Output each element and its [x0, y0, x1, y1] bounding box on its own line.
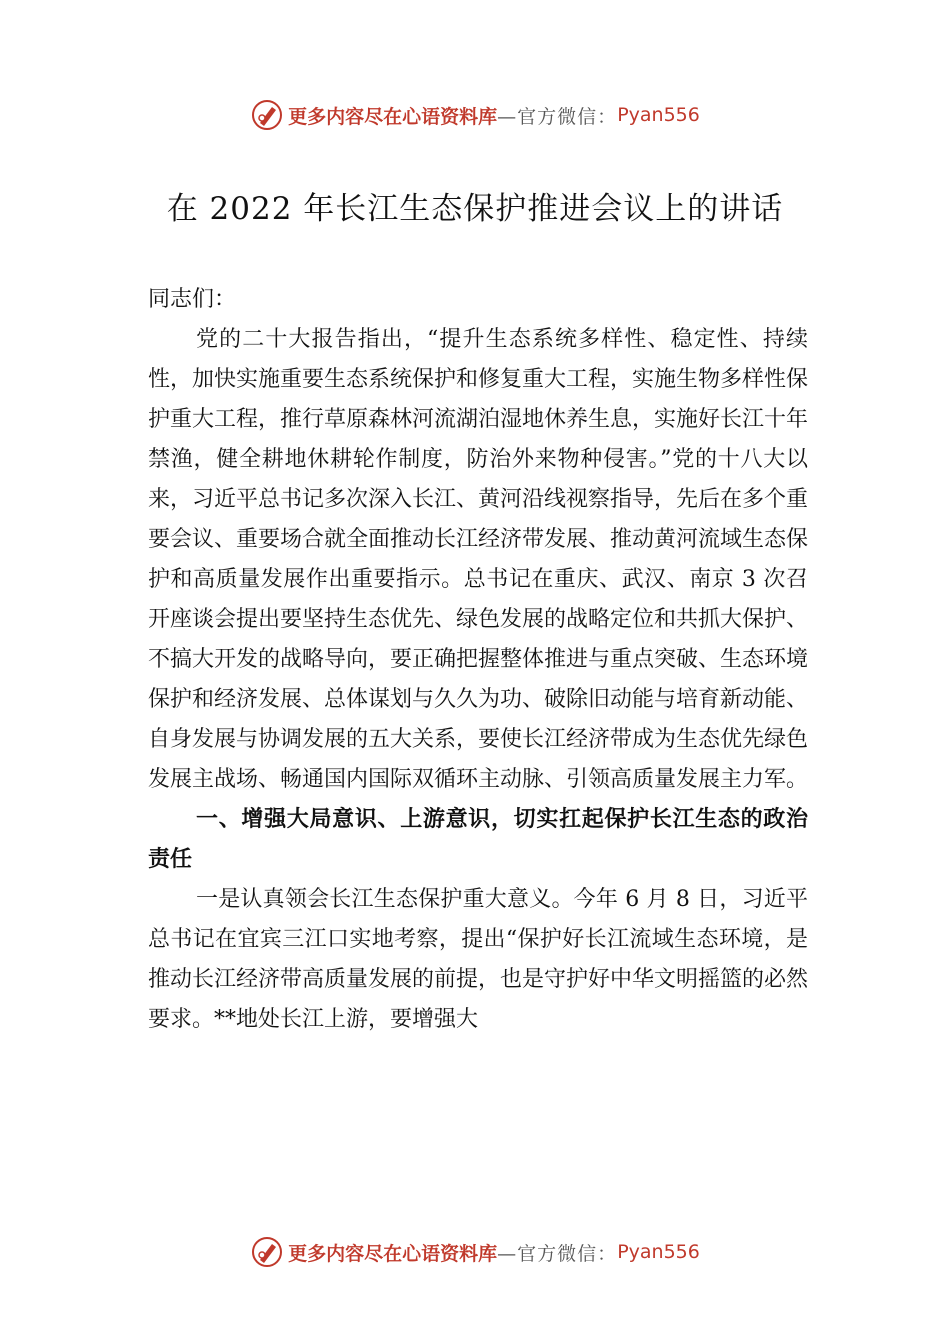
wechat-id: Pyan556 — [617, 1241, 700, 1263]
library-text: 更多内容尽在心语资料库 — [288, 1242, 498, 1265]
document-title: 在 2022 年长江生态保护推进会议上的讲话 — [166, 191, 784, 227]
footer-banner — [0, 1232, 950, 1272]
wechat-label: —官方微信： — [497, 1242, 618, 1265]
header-banner — [0, 95, 950, 135]
wechat-label: —官方微信： — [497, 105, 618, 128]
library-text: 更多内容尽在心语资料库 — [288, 105, 498, 128]
salutation: 同志们： — [148, 287, 237, 312]
paragraph: 一是认真领会长江生态保护重大意义。今年 6 月 8 日，习近平总书记在宜宾三江口实地考察，提出“保护好长江流域生态环境，是推动长江经济带高质量发展的前提，也是守护好中华文明摇篮的必然要求。**地处长江上游，要增强大 — [148, 887, 809, 1032]
section-heading: 一、增强大局意识、上游意识，切实扛起保护长江生态的政治责任 — [148, 807, 808, 872]
pen-nib-logo-icon — [250, 98, 284, 132]
pen-nib-logo-icon — [250, 1235, 284, 1269]
paragraph: 党的二十大报告指出，“提升生态系统多样性、稳定性、持续性，加快实施重要生态系统保护和修复重大工程，实施生物多样性保护重大工程，推行草原森林河流湖泊湿地休养生息，实施好长江十年禁渔，健全耕地休耕轮作制度，防治外来物种侵害。”党的十八大以来，习近平总书记多次深入长江、黄河沿线视察指导，先后在多个重要会议、重要场合就全面推动长江经济带发展、推动黄河流域生态保护和高质量发展作出重要指示。总书记在重庆、武汉、南京 3 次召开座谈会提出要坚持生态优先、绿色发展的战略定位和共抓大保护、不搞大开发的战略导向，要正确把握整体推进与重点突破、生态环境保护和经济发展、总体谋划与久久为功、破除旧动能与培育新动能、自身发展与协调发展的五大关系，要使长江经济带成为生态优先绿色发展主战场、畅通国内国际双循环主动脉、引领高质量发展主力军。 — [148, 327, 809, 792]
wechat-id: Pyan556 — [617, 104, 700, 126]
document-body — [148, 280, 808, 1040]
